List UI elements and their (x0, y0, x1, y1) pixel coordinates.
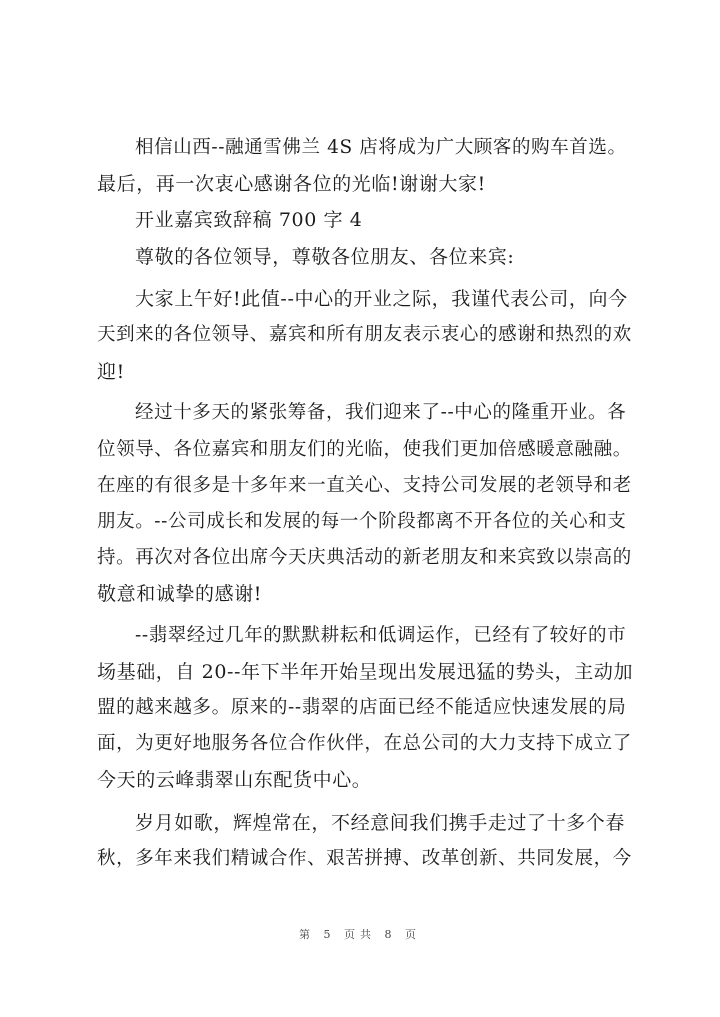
paragraph-line: 面，为更好地服务各位合作伙伴，在总公司的大力支持下成立了 (97, 733, 632, 754)
paragraph-line: --翡翠经过几年的默默耕耘和低调运作，已经有了较好的市 (135, 625, 627, 646)
paragraph-line: 朋友。--公司成长和发展的每一个阶段都离不开各位的关心和支 (97, 511, 627, 532)
salutation-line: 尊敬的各位领导，尊敬各位朋友、各位来宾: (135, 246, 515, 268)
paragraph-line: 经过十多天的紧张筹备，我们迎来了--中心的隆重开业。各 (135, 402, 627, 423)
paragraph-line: 秋，多年来我们精诚合作、艰苦拼搏、改革创新、共同发展，今 (97, 848, 632, 869)
paragraph-line: 位领导、各位嘉宾和朋友们的光临，使我们更加倍感暖意融融。 (97, 439, 632, 460)
paragraph-line: 敬意和诚挚的感谢! (97, 583, 263, 605)
paragraph-line: 今天的云峰翡翠山东配货中心。 (97, 769, 372, 791)
paragraph-line: 大家上午好!此值--中心的开业之际，我谨代表公司，向今 (135, 288, 628, 310)
paragraph-line: 相信山西--融通雪佛兰 4S 店将成为广大顾客的购车首选。 (135, 137, 627, 158)
paragraph-line: 岁月如歌，辉煌常在，不经意间我们携手走过了十多个春 (135, 812, 626, 834)
paragraph-line: 迎! (97, 361, 125, 383)
paragraph-line: 最后，再一次衷心感谢各位的光临!谢谢大家! (97, 173, 486, 195)
paragraph-line: 场基础，自 20--年下半年开始呈现出发展迅猛的势头，主动加 (97, 661, 634, 683)
paragraph-line: 天到来的各位领导、嘉宾和所有朋友表示衷心的感谢和热烈的欢 (97, 324, 632, 345)
paragraph-line: 在座的有很多是十多年来一直关心、支持公司发展的老领导和老 (97, 475, 632, 496)
paragraph-line: 盟的越来越多。原来的--翡翠的店面已经不能适应快速发展的局 (97, 697, 627, 718)
page-number-footer: 第 5 页共 8 页 (299, 928, 421, 941)
section-heading: 开业嘉宾致辞稿 700 字 4 (135, 209, 363, 231)
paragraph-line: 持。再次对各位出席今天庆典活动的新老朋友和来宾致以崇高的 (97, 547, 632, 568)
